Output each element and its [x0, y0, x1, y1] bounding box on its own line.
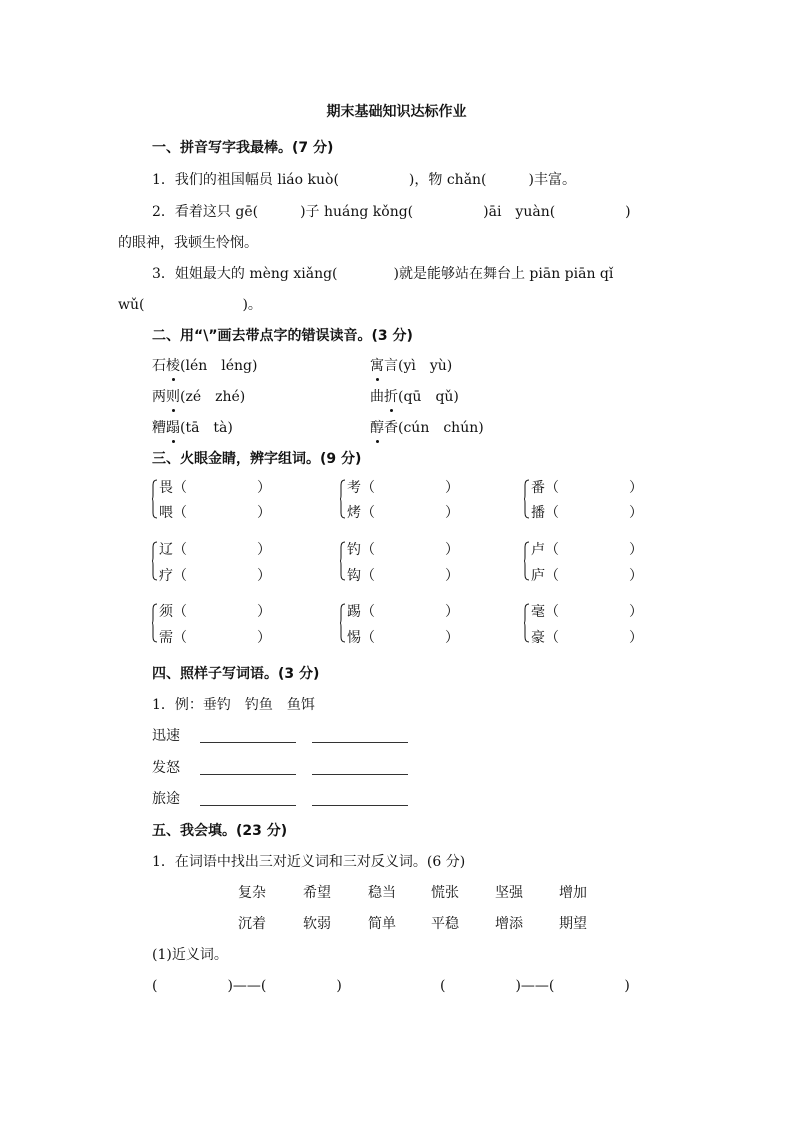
item-options: (tā tà): [180, 420, 233, 436]
word-group-item: 疗（ ）: [159, 568, 271, 584]
word-bank-word: 简单: [368, 916, 396, 932]
answer-line[interactable]: [200, 774, 296, 775]
item-prefix: 糟: [152, 420, 166, 436]
item-options: 言(yì yù): [384, 358, 453, 374]
section-5-heading: 五、我会填。(23 分): [152, 823, 288, 839]
dotted-char: 棱: [166, 358, 180, 374]
answer-line[interactable]: [312, 742, 408, 743]
word-group-item: 需（ ）: [159, 630, 271, 646]
question-1-2b: 的眼神，我顿生怜悯。: [118, 235, 258, 251]
word-group-item: 播（ ）: [531, 505, 643, 521]
section-4-heading: 四、照样子写词语。(3 分): [152, 666, 320, 682]
word-group-item: 畏（ ）: [159, 480, 271, 496]
dotted-char: 折: [384, 389, 398, 405]
section-1-heading: 一、拼音写字我最棒。(7 分): [152, 140, 334, 156]
pronunciation-item: [152, 387, 245, 407]
answer-line[interactable]: [312, 774, 408, 775]
word-group-item: 踢（ ）: [347, 604, 459, 620]
word-bank-word: 增加: [559, 885, 587, 901]
word-bank-word: 软弱: [303, 916, 331, 932]
word-prompt: 发怒: [152, 760, 180, 776]
dotted-char: 醇: [370, 420, 384, 436]
item-options: (qū qǔ): [398, 389, 459, 405]
section-2-heading: 二、用“\”画去带点字的错误读音。(3 分): [152, 328, 413, 344]
word-bank-word: 平稳: [431, 916, 459, 932]
answer-line[interactable]: [200, 805, 296, 806]
word-prompt: 迅速: [152, 728, 180, 744]
brace-icon: [524, 603, 530, 643]
word-group-item: 庐（ ）: [531, 568, 643, 584]
sub-question-label: (1)近义词。: [152, 947, 228, 963]
word-group-item: 钩（ ）: [347, 568, 459, 584]
item-prefix: 曲: [370, 389, 384, 405]
word-group-item: 须（ ）: [159, 604, 271, 620]
question-1-1: 1．我们的祖国幅员 liáo kuò( )，物 chǎn( )丰富。: [152, 172, 576, 188]
word-bank-word: 慌张: [431, 885, 459, 901]
dotted-char: 则: [166, 389, 180, 405]
item-options: (lén léng): [180, 358, 258, 374]
word-bank-word: 稳当: [368, 885, 396, 901]
word-bank-word: 沉着: [238, 916, 266, 932]
item-options: 香(cún chún): [384, 420, 484, 436]
brace-icon: [524, 541, 530, 581]
question-1-3a: 3．姐姐最大的 mèng xiǎng( )就是能够站在舞台上 piān piān qǐ: [152, 266, 614, 282]
brace-icon: [524, 479, 530, 519]
brace-icon: [340, 479, 346, 519]
word-bank-word: 复杂: [238, 885, 266, 901]
brace-icon: [152, 603, 158, 643]
word-bank-word: 增添: [495, 916, 523, 932]
brace-icon: [152, 541, 158, 581]
answer-line[interactable]: [312, 805, 408, 806]
dotted-char: 蹋: [166, 420, 180, 436]
item-options: (zé zhé): [180, 389, 246, 405]
pronunciation-item: [370, 356, 452, 376]
word-bank-word: 希望: [303, 885, 331, 901]
item-prefix: 两: [152, 389, 166, 405]
word-group-item: 辽（ ）: [159, 542, 271, 558]
pronunciation-item: [152, 418, 233, 438]
question-5-1: 1．在词语中找出三对近义词和三对反义词。(6 分): [152, 854, 466, 870]
word-group-item: 钓（ ）: [347, 542, 459, 558]
question-1-2a: 2．看着这只 gē( )子 huáng kǒng( )āi yuàn( ): [152, 204, 631, 220]
word-bank-word: 期望: [559, 916, 587, 932]
answer-line[interactable]: [200, 742, 296, 743]
brace-icon: [340, 541, 346, 581]
synonym-pair-blank[interactable]: ( )——( ): [152, 978, 342, 994]
word-group-item: 番（ ）: [531, 480, 643, 496]
word-bank-word: 坚强: [495, 885, 523, 901]
item-prefix: 石: [152, 358, 166, 374]
brace-icon: [152, 479, 158, 519]
pronunciation-item: [370, 387, 459, 407]
pronunciation-item: [370, 418, 484, 438]
word-group-item: 豪（ ）: [531, 630, 643, 646]
example-line: 1．例：垂钓 钓鱼 鱼饵: [152, 697, 315, 713]
section-3-heading: 三、火眼金睛，辨字组词。(9 分): [152, 451, 362, 467]
dotted-char: 寓: [370, 358, 384, 374]
word-prompt: 旅途: [152, 791, 180, 807]
page-title: 期末基础知识达标作业: [326, 104, 467, 120]
word-group-item: 喂（ ）: [159, 505, 271, 521]
pronunciation-item: [152, 356, 257, 376]
word-group-item: 考（ ）: [347, 480, 459, 496]
question-1-3b: wǔ( )。: [118, 297, 262, 313]
brace-icon: [340, 603, 346, 643]
word-group-item: 卢（ ）: [531, 542, 643, 558]
word-group-item: 烤（ ）: [347, 505, 459, 521]
word-group-item: 毫（ ）: [531, 604, 643, 620]
synonym-pair-blank[interactable]: ( )——( ): [440, 978, 630, 994]
word-group-item: 惕（ ）: [347, 630, 459, 646]
